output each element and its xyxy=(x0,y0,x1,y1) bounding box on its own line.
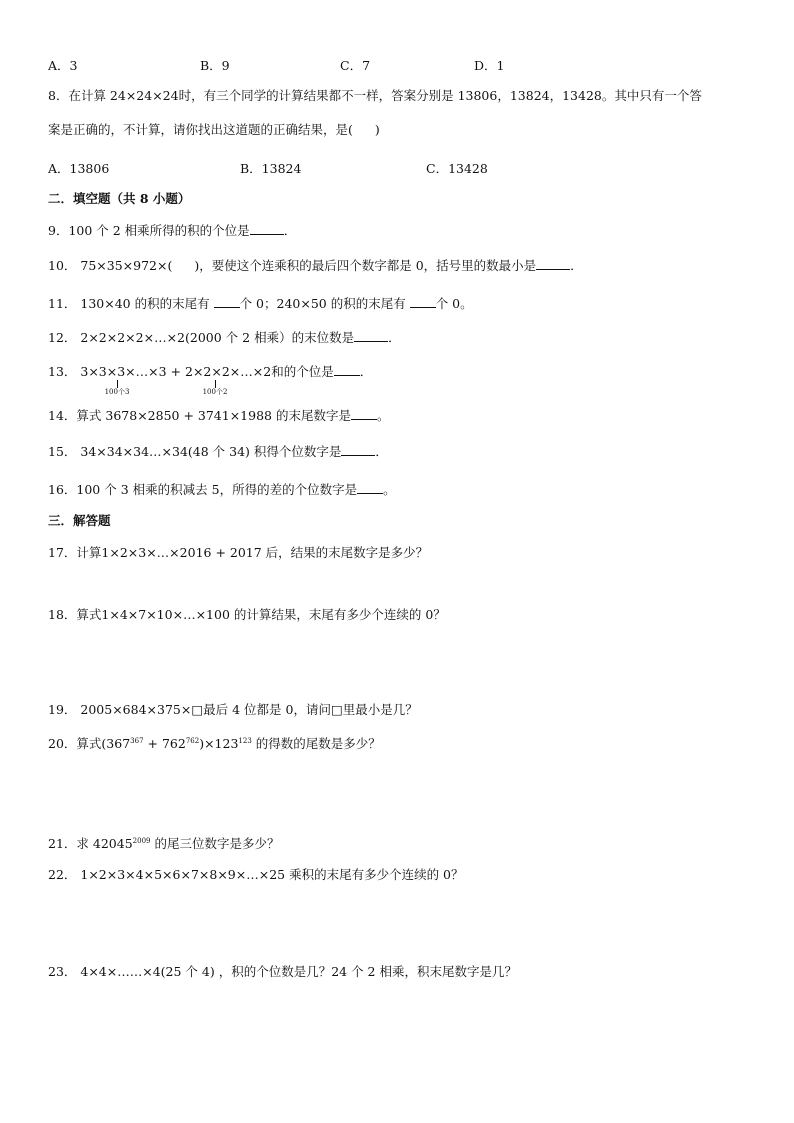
q20-text-c: )×123 xyxy=(199,736,239,751)
q13-underbrace-2 xyxy=(195,380,235,396)
section-3-title: 三．解答题 xyxy=(48,513,111,528)
q9 xyxy=(48,223,296,239)
q12-blank xyxy=(354,330,388,342)
q20-exponent-1: 367 xyxy=(130,736,144,745)
q8-option-a: A．13806 xyxy=(48,161,110,176)
q16-text: 16．100 个 3 相乘的积减去 5，所得的差的个位数字是 xyxy=(48,482,358,497)
q14-blank xyxy=(351,408,377,420)
q21-exponent: 2009 xyxy=(132,836,151,845)
q12 xyxy=(48,330,401,346)
q13-end: ． xyxy=(359,364,373,379)
q15-end: ． xyxy=(375,444,388,459)
q9-blank xyxy=(250,223,284,235)
q15-blank xyxy=(341,444,375,456)
q15 xyxy=(48,444,388,460)
q10-text-a: 10． 75×35×972×( xyxy=(48,258,173,273)
q20-text-b: + 762 xyxy=(143,736,186,751)
q8-paren-close: ) xyxy=(374,122,380,137)
q8-option-c: C．13428 xyxy=(426,161,488,176)
q17: 17．计算1×2×3×…×2016 + 2017 后，结果的末尾数字是多少？ xyxy=(48,545,429,560)
q7-option-c: C．7 xyxy=(340,58,371,73)
section-2-title: 二．填空题（共 8 小题） xyxy=(48,191,191,206)
q8-option-b: B．13824 xyxy=(240,161,302,176)
q10-blank xyxy=(536,258,570,270)
q11-blank-2 xyxy=(410,296,436,308)
q13-text: 13． 3×3×3×…×3 + 2×2×2×…×2和的个位是 xyxy=(48,364,334,379)
brace-tick xyxy=(117,380,118,388)
q16-end: 。 xyxy=(383,482,396,497)
q21-text-a: 21．求 42045 xyxy=(48,836,133,851)
q9-end: ． xyxy=(283,223,297,238)
q20-exponent-3: 123 xyxy=(238,736,252,745)
q20-exponent-2: 762 xyxy=(185,736,200,745)
q13 xyxy=(48,364,372,380)
q11-text-c: 个 0。 xyxy=(435,296,473,311)
q7-option-d: D．1 xyxy=(474,58,505,73)
q11-text-b: 个 0；240×50 的积的末尾有 xyxy=(239,296,410,311)
q7-option-a: A．3 xyxy=(48,58,78,73)
q20-text-d: 的得数的尾数是多少？ xyxy=(251,736,381,751)
q22: 22． 1×2×3×4×5×6×7×8×9×…×25 乘积的末尾有多少个连续的 0？ xyxy=(48,867,464,882)
q16-blank xyxy=(357,482,383,494)
q18: 18．算式1×4×7×10×…×100 的计算结果，末尾有多少个连续的 0？ xyxy=(48,607,446,622)
q11-text-a: 11． 130×40 的积的末尾有 xyxy=(48,296,214,311)
q8-line-1: 8．在计算 24×24×24时，有三个同学的计算结果都不一样，答案分别是 13806，13824，13428。其中只有一个答 xyxy=(48,88,702,103)
q21-text-b: 的尾三位数字是多少？ xyxy=(150,836,280,851)
q23: 23． 4×4×……×4(25 个 4) ，积的个位数是几？24 个 2 相乘，积末尾数字是几？ xyxy=(48,964,517,979)
q7-option-b: B．9 xyxy=(200,58,230,73)
q13-under-label-2: 100个2 xyxy=(202,388,228,396)
q13-under-label-1: 100个3 xyxy=(104,388,130,396)
brace-tick xyxy=(215,380,216,388)
q10-end: ． xyxy=(570,258,583,273)
q12-text: 12． 2×2×2×2×…×2(2000 个 2 相乘）的末位数是 xyxy=(48,330,355,345)
q21 xyxy=(48,836,279,852)
q10-text-b: )，要使这个连乘积的最后四个数字都是 0，括号里的数最小是 xyxy=(194,258,537,273)
q13-blank xyxy=(334,364,360,376)
q15-text: 15． 34×34×34…×34(48 个 34) 积得个位数字是 xyxy=(48,444,342,459)
q19: 19． 2005×684×375×□最后 4 位都是 0，请问□里最小是几？ xyxy=(48,702,418,717)
q8-line-2 xyxy=(48,122,380,138)
q20-text-a: 20．算式(367 xyxy=(48,736,131,751)
q11-blank-1 xyxy=(214,296,240,308)
q11 xyxy=(48,296,473,312)
q16 xyxy=(48,482,396,498)
q13-underbrace-1 xyxy=(97,380,137,396)
q14 xyxy=(48,408,389,424)
q8-line-2-text: 案是正确的，不计算，请你找出这道题的正确结果，是( xyxy=(48,122,353,137)
q9-text: 9．100 个 2 相乘所得的积的个位是 xyxy=(48,223,250,238)
q10 xyxy=(48,258,583,274)
q14-text: 14．算式 3678×2850 + 3741×1988 的末尾数字是 xyxy=(48,408,351,423)
q12-end: ． xyxy=(388,330,401,345)
q14-end: 。 xyxy=(376,408,390,423)
q20 xyxy=(48,736,381,752)
